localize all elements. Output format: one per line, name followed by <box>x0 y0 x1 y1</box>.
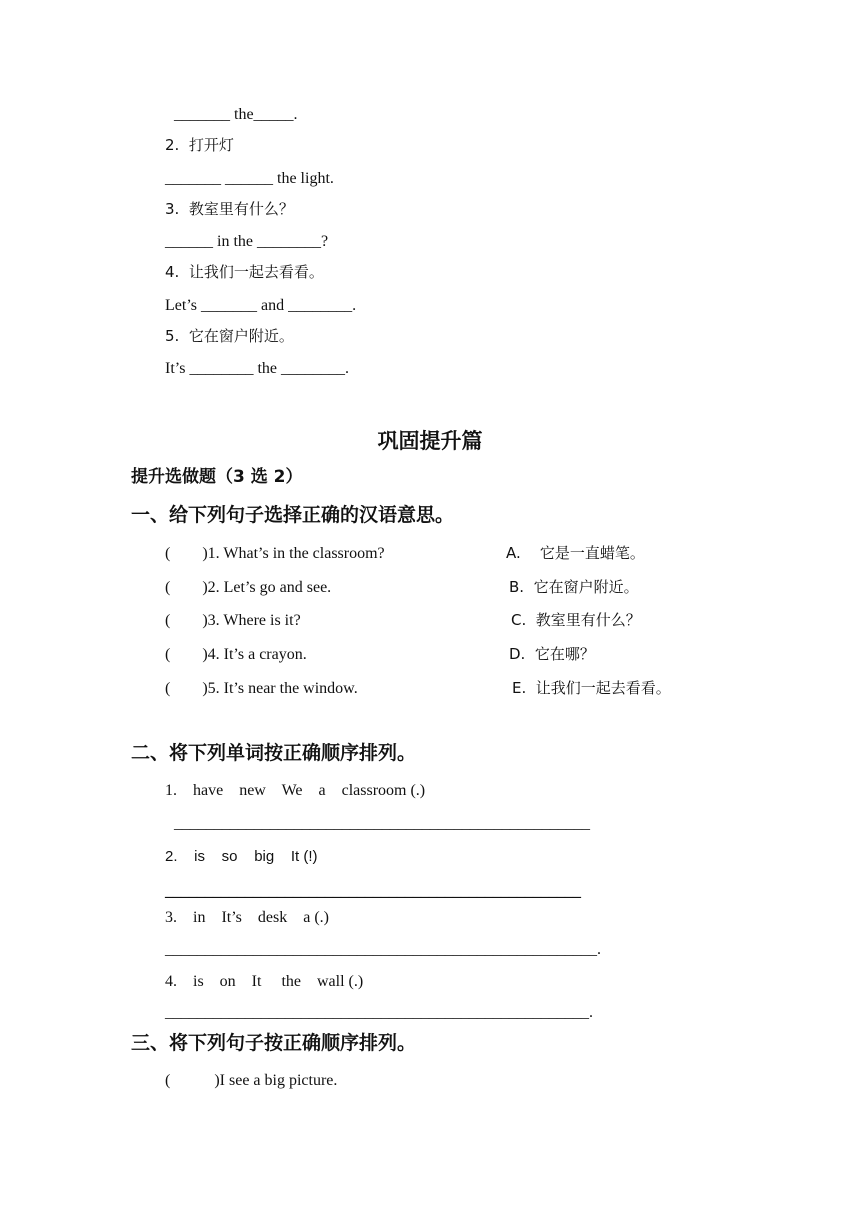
s2-question-1: 1. have new We a classroom (.) <box>165 782 426 799</box>
s1-question-3: ( )3. Where is it? <box>165 612 301 629</box>
s2-answer-line-3: ______________________________________________________. <box>165 941 601 958</box>
s1-option-c: C. 教室里有什么？ <box>511 611 641 629</box>
s1-question-5: ( )5. It’s near the window. <box>165 680 358 697</box>
question-5-english: It’s ________ the ________. <box>165 360 349 377</box>
s1-option-d: D. 它在哪？ <box>509 645 595 663</box>
s2-question-4: 4. is on It the wall (.) <box>165 973 364 990</box>
s1-option-e: E. 让我们一起去看看。 <box>512 679 671 697</box>
question-2-english: _______ ______ the light. <box>165 170 334 187</box>
s1-question-2: ( )2. Let’s go and see. <box>165 579 332 596</box>
question-4-english: Let’s _______ and ________. <box>165 297 357 314</box>
s2-question-3: 3. in It’s desk a (.) <box>165 909 329 926</box>
question-2-chinese: 2. 打开灯 <box>165 136 234 154</box>
section-2-heading: 二、将下列单词按正确顺序排列。 <box>131 742 417 764</box>
question-3-chinese: 3. 教室里有什么？ <box>165 200 294 218</box>
section-1-heading: 一、给下列句子选择正确的汉语意思。 <box>131 504 455 526</box>
question-5-chinese: 5. 它在窗户附近。 <box>165 327 294 345</box>
section-3-heading: 三、将下列句子按正确顺序排列。 <box>131 1032 417 1054</box>
s2-answer-line-1: ____________________________________________________ <box>174 815 590 832</box>
s1-question-4: ( )4. It’s a crayon. <box>165 646 307 663</box>
s3-question-1: ( )I see a big picture. <box>165 1072 338 1089</box>
subtitle: 提升选做题（3 选 2） <box>131 467 303 487</box>
s2-answer-line-4: _____________________________________________________. <box>165 1004 593 1021</box>
s2-answer-line-2: ____________________________________________________ <box>165 883 581 900</box>
answer-line-1: _______ the_____. <box>174 106 298 123</box>
question-4-chinese: 4. 让我们一起去看看。 <box>165 263 324 281</box>
s1-option-a: A. 它是一直蜡笔。 <box>506 544 645 562</box>
s2-question-2: 2. is so big It (!) <box>165 848 318 865</box>
s1-option-b: B. 它在窗户附近。 <box>509 578 639 596</box>
question-3-english: ______ in the ________? <box>165 233 329 250</box>
section-title: 巩固提升篇 <box>377 429 483 453</box>
s1-question-1: ( )1. What’s in the classroom? <box>165 545 385 562</box>
